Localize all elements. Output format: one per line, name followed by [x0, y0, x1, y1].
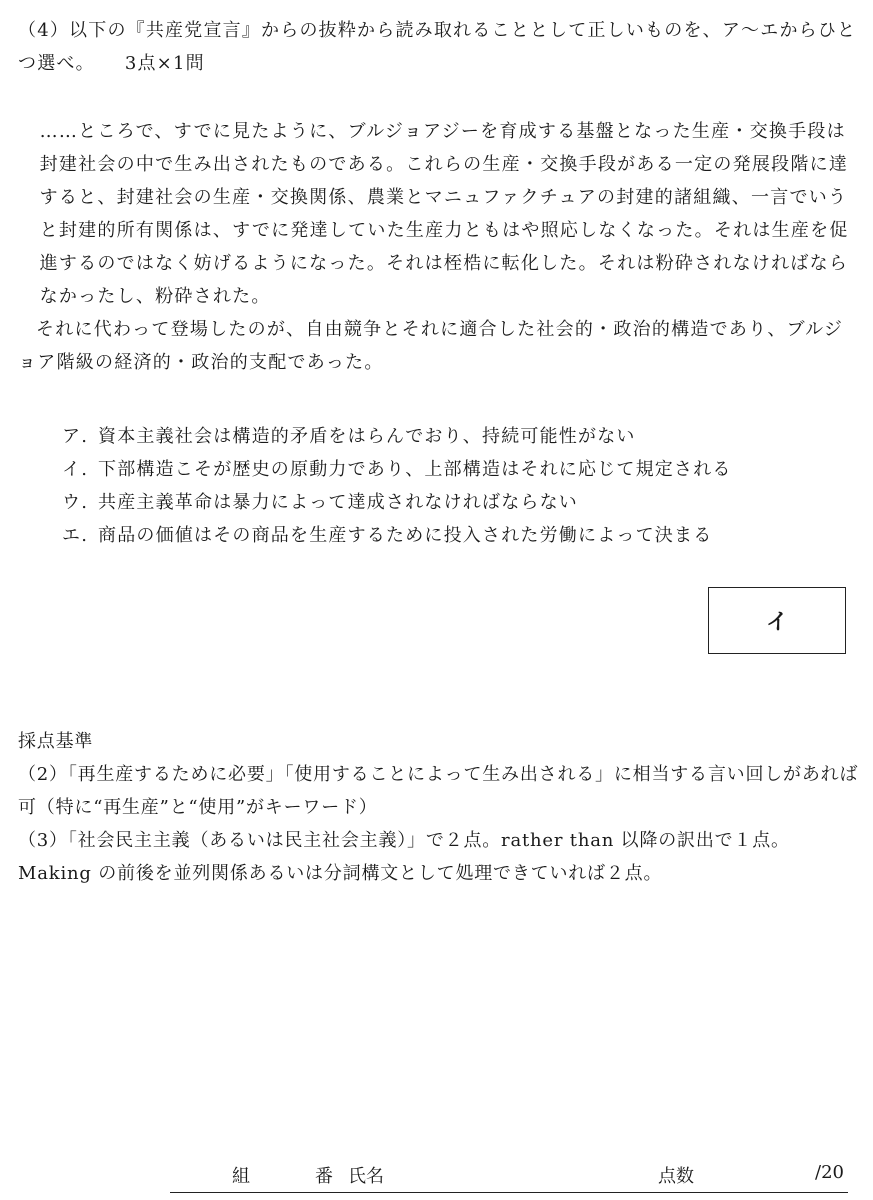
- name-label: 氏名: [348, 1166, 384, 1187]
- option-text: 下部構造こそが歴史の原動力であり、上部構造はそれに応じて規定される: [98, 459, 732, 480]
- option-text: 共産主義革命は暴力によって達成されなければならない: [98, 492, 578, 513]
- class-label: 組: [232, 1166, 250, 1187]
- criteria-item-3: （3）「社会民主主義（あるいは民主社会主義）」で２点。rather than 以降の訳出で１点。Making の前後を並列関係あるいは分詞構文として処理できていれば２点。: [18, 830, 790, 884]
- option-label: エ.: [62, 525, 89, 546]
- score-total: /20: [815, 1162, 844, 1183]
- option-label: ウ.: [62, 492, 89, 513]
- criteria-heading: 採点基準: [18, 731, 94, 752]
- option-label: イ.: [62, 459, 89, 480]
- passage-paragraph-1: ……ところで、すでに見たように、ブルジョアジーを育成する基盤となった生産・交換手段は封建社会の中で生み出されたものである。これらの生産・交換手段がある一定の発展段階に達すると、封建社会の生産・交換関係、農業とマニュファクチュアの封建的諸組織、一言でいうと封建的所有関係は、すでに発達していた生産力ともはや照応しなくなった。それは生産を促進するのではなく妨げるようになった。それは桎梏に転化した。それは粉砕されなければならなかったし、粉砕された。: [39, 121, 849, 307]
- question-points: 3点×1問: [124, 53, 205, 74]
- grading-criteria: [18, 725, 863, 890]
- option-label: ア.: [62, 426, 89, 447]
- score-label: 点数: [658, 1166, 694, 1187]
- option-text: 商品の価値はその商品を生産するために投入された労働によって決まる: [98, 525, 713, 546]
- number-label: 番: [315, 1166, 333, 1187]
- option-u: [62, 486, 732, 519]
- option-a: [62, 420, 732, 453]
- criteria-item-2: （2）「再生産するために必要」「使用することによって生み出される」に相当する言い回しがあれば可（特に“再生産”と“使用”がキーワード）: [18, 764, 859, 818]
- answer-options: [62, 420, 732, 552]
- question-text: （4）以下の『共産党宣言』からの抜粋から読み取れることとして正しいものを、ア～エからひとつ選べ。: [18, 20, 857, 74]
- question-prompt: [18, 14, 858, 80]
- passage-paragraph-2: それに代わって登場したのが、自由競争とそれに適合した社会的・政治的構造であり、ブルジョア階級の経済的・政治的支配であった。: [18, 319, 844, 373]
- option-text: 資本主義社会は構造的矛盾をはらんでおり、持続可能性がない: [98, 426, 636, 447]
- option-i: [62, 453, 732, 486]
- option-e: [62, 519, 732, 552]
- quoted-passage: [18, 115, 853, 379]
- answer-text: イ: [765, 610, 788, 635]
- answer-box: [708, 587, 846, 654]
- student-info-line: [170, 1162, 848, 1193]
